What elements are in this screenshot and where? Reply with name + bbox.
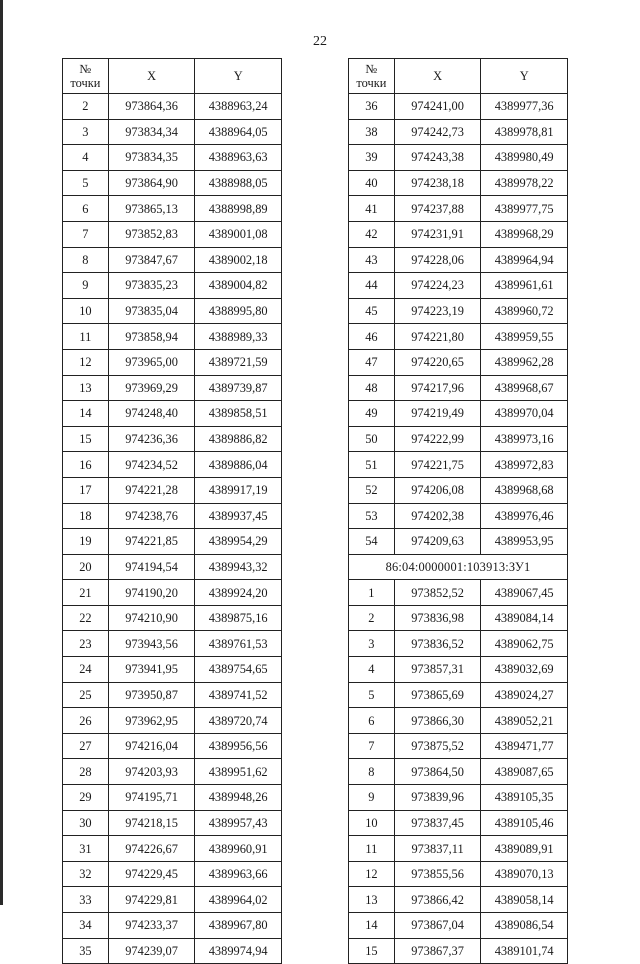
y-coordinate-cell: 4389978,81 [481, 119, 568, 145]
y-coordinate-cell: 4389937,45 [195, 503, 282, 529]
point-number-cell: 21 [63, 580, 109, 606]
x-coordinate-cell: 974218,15 [108, 810, 195, 836]
y-coordinate-cell: 4389721,59 [195, 349, 282, 375]
point-number-cell: 9 [349, 785, 395, 811]
table-row [349, 349, 568, 375]
table-row [63, 221, 282, 247]
x-coordinate-cell: 974238,18 [394, 170, 481, 196]
table-row [349, 836, 568, 862]
x-coordinate-cell: 974210,90 [108, 605, 195, 631]
table-row [63, 887, 282, 913]
table-row [349, 810, 568, 836]
point-number-cell: 46 [349, 324, 395, 350]
table-row [63, 503, 282, 529]
table-row [63, 170, 282, 196]
x-coordinate-cell: 973837,45 [394, 810, 481, 836]
y-coordinate-cell: 4388963,63 [195, 145, 282, 171]
point-number-cell: 18 [63, 503, 109, 529]
x-coordinate-cell: 974206,08 [394, 477, 481, 503]
point-number-cell: 22 [63, 605, 109, 631]
y-coordinate-cell: 4389739,87 [195, 375, 282, 401]
point-number-cell: 47 [349, 349, 395, 375]
table-row [349, 733, 568, 759]
point-number-cell: 6 [349, 708, 395, 734]
x-coordinate-cell: 973867,04 [394, 913, 481, 939]
y-coordinate-cell: 4389917,19 [195, 477, 282, 503]
x-coordinate-cell: 974223,19 [394, 298, 481, 324]
table-row [63, 452, 282, 478]
table-row [349, 170, 568, 196]
table-row [63, 580, 282, 606]
x-coordinate-cell: 974221,80 [394, 324, 481, 350]
table-body-left [63, 94, 282, 964]
point-number-cell: 26 [63, 708, 109, 734]
cadastral-number-label: 86:04:0000001:103913:ЗУ1 [349, 554, 568, 580]
point-number-cell: 10 [349, 810, 395, 836]
y-coordinate-cell: 4389886,82 [195, 426, 282, 452]
point-number-cell: 13 [63, 375, 109, 401]
x-coordinate-cell: 974190,20 [108, 580, 195, 606]
y-coordinate-cell: 4389956,56 [195, 733, 282, 759]
point-number-cell: 20 [63, 554, 109, 580]
point-number-cell: 3 [349, 631, 395, 657]
table-row [349, 529, 568, 555]
point-number-cell: 28 [63, 759, 109, 785]
table-row [63, 605, 282, 631]
x-coordinate-cell: 974220,65 [394, 349, 481, 375]
x-coordinate-cell: 974216,04 [108, 733, 195, 759]
point-number-cell: 42 [349, 221, 395, 247]
y-coordinate-cell: 4388998,89 [195, 196, 282, 222]
table-row [63, 375, 282, 401]
y-coordinate-cell: 4389970,04 [481, 401, 568, 427]
coordinates-table-right [348, 58, 568, 964]
table-row [349, 938, 568, 964]
y-coordinate-cell: 4389954,29 [195, 529, 282, 555]
point-number-cell: 38 [349, 119, 395, 145]
point-number-cell: 36 [349, 94, 395, 120]
table-row [63, 785, 282, 811]
x-coordinate-cell: 974194,54 [108, 554, 195, 580]
y-coordinate-cell: 4388963,24 [195, 94, 282, 120]
y-coordinate-cell: 4389761,53 [195, 631, 282, 657]
x-coordinate-cell: 973858,94 [108, 324, 195, 350]
table-row [349, 605, 568, 631]
point-number-cell: 9 [63, 273, 109, 299]
point-number-cell: 19 [63, 529, 109, 555]
table-row [349, 426, 568, 452]
x-coordinate-cell: 974236,36 [108, 426, 195, 452]
y-coordinate-cell: 4389957,43 [195, 810, 282, 836]
point-number-cell: 33 [63, 887, 109, 913]
table-row [349, 452, 568, 478]
point-number-cell: 27 [63, 733, 109, 759]
x-coordinate-cell: 973835,04 [108, 298, 195, 324]
table-row [349, 145, 568, 171]
x-coordinate-cell: 974237,88 [394, 196, 481, 222]
point-number-cell: 50 [349, 426, 395, 452]
y-coordinate-cell: 4389960,72 [481, 298, 568, 324]
table-row [349, 94, 568, 120]
table-row [349, 503, 568, 529]
point-number-cell: 29 [63, 785, 109, 811]
x-coordinate-cell: 973839,96 [394, 785, 481, 811]
y-coordinate-cell: 4389964,02 [195, 887, 282, 913]
y-coordinate-cell: 4389968,67 [481, 375, 568, 401]
table-row [63, 657, 282, 683]
table-row [63, 682, 282, 708]
x-coordinate-cell: 973847,67 [108, 247, 195, 273]
x-coordinate-cell: 974242,73 [394, 119, 481, 145]
y-coordinate-cell: 4389977,36 [481, 94, 568, 120]
point-number-cell: 10 [63, 298, 109, 324]
table-body-right-first [349, 94, 568, 555]
point-number-cell: 35 [63, 938, 109, 964]
y-coordinate-cell: 4389973,16 [481, 426, 568, 452]
point-number-cell: 5 [63, 170, 109, 196]
y-coordinate-cell: 4389968,29 [481, 221, 568, 247]
y-coordinate-cell: 4389105,35 [481, 785, 568, 811]
point-number-cell: 53 [349, 503, 395, 529]
y-coordinate-cell: 4389961,61 [481, 273, 568, 299]
x-coordinate-cell: 973962,95 [108, 708, 195, 734]
y-coordinate-cell: 4389978,22 [481, 170, 568, 196]
point-number-cell: 34 [63, 913, 109, 939]
header-x: X [394, 59, 481, 94]
y-coordinate-cell: 4389959,55 [481, 324, 568, 350]
y-coordinate-cell: 4389002,18 [195, 247, 282, 273]
x-coordinate-cell: 974224,23 [394, 273, 481, 299]
y-coordinate-cell: 4389471,77 [481, 733, 568, 759]
y-coordinate-cell: 4389964,94 [481, 247, 568, 273]
point-number-cell: 5 [349, 682, 395, 708]
y-coordinate-cell: 4389001,08 [195, 221, 282, 247]
x-coordinate-cell: 974219,49 [394, 401, 481, 427]
x-coordinate-cell: 974229,45 [108, 861, 195, 887]
table-row [63, 401, 282, 427]
y-coordinate-cell: 4389968,68 [481, 477, 568, 503]
y-coordinate-cell: 4389943,32 [195, 554, 282, 580]
y-coordinate-cell: 4388989,33 [195, 324, 282, 350]
y-coordinate-cell: 4389024,27 [481, 682, 568, 708]
y-coordinate-cell: 4388964,05 [195, 119, 282, 145]
table-row [63, 913, 282, 939]
point-number-cell: 39 [349, 145, 395, 171]
y-coordinate-cell: 4389101,74 [481, 938, 568, 964]
x-coordinate-cell: 973857,31 [394, 657, 481, 683]
table-row [349, 861, 568, 887]
point-number-cell: 3 [63, 119, 109, 145]
y-coordinate-cell: 4389062,75 [481, 631, 568, 657]
point-number-cell: 15 [349, 938, 395, 964]
y-coordinate-cell: 4388995,80 [195, 298, 282, 324]
section-row-group [349, 554, 568, 580]
header-y: Y [195, 59, 282, 94]
point-number-cell: 14 [349, 913, 395, 939]
table-row [63, 247, 282, 273]
header-point-number: № точки [349, 59, 395, 94]
x-coordinate-cell: 974238,76 [108, 503, 195, 529]
y-coordinate-cell: 4389980,49 [481, 145, 568, 171]
header-point-number: № точки [63, 59, 109, 94]
point-number-cell: 40 [349, 170, 395, 196]
table-row [63, 298, 282, 324]
x-coordinate-cell: 973855,56 [394, 861, 481, 887]
table-row [349, 375, 568, 401]
point-number-cell: 24 [63, 657, 109, 683]
x-coordinate-cell: 973835,23 [108, 273, 195, 299]
point-number-cell: 30 [63, 810, 109, 836]
point-number-cell: 8 [63, 247, 109, 273]
point-number-cell: 41 [349, 196, 395, 222]
x-coordinate-cell: 974231,91 [394, 221, 481, 247]
table-row [63, 119, 282, 145]
x-coordinate-cell: 973834,35 [108, 145, 195, 171]
table-row [63, 759, 282, 785]
y-coordinate-cell: 4389720,74 [195, 708, 282, 734]
point-number-cell: 4 [349, 657, 395, 683]
y-coordinate-cell: 4389886,04 [195, 452, 282, 478]
header-y: Y [481, 59, 568, 94]
point-number-cell: 15 [63, 426, 109, 452]
x-coordinate-cell: 973865,69 [394, 682, 481, 708]
x-coordinate-cell: 973837,11 [394, 836, 481, 862]
x-coordinate-cell: 973969,29 [108, 375, 195, 401]
table-row [349, 887, 568, 913]
table-row [349, 913, 568, 939]
table-row [63, 196, 282, 222]
point-number-cell: 11 [349, 836, 395, 862]
x-coordinate-cell: 974203,93 [108, 759, 195, 785]
table-row [63, 733, 282, 759]
point-number-cell: 12 [63, 349, 109, 375]
x-coordinate-cell: 974229,81 [108, 887, 195, 913]
y-coordinate-cell: 4389972,83 [481, 452, 568, 478]
x-coordinate-cell: 974221,85 [108, 529, 195, 555]
point-number-cell: 16 [63, 452, 109, 478]
table-row [63, 94, 282, 120]
point-number-cell: 13 [349, 887, 395, 913]
point-number-cell: 7 [63, 221, 109, 247]
y-coordinate-cell: 4389084,14 [481, 605, 568, 631]
x-coordinate-cell: 973836,52 [394, 631, 481, 657]
table-row [63, 529, 282, 555]
y-coordinate-cell: 4389067,45 [481, 580, 568, 606]
point-number-cell: 31 [63, 836, 109, 862]
x-coordinate-cell: 974202,38 [394, 503, 481, 529]
y-coordinate-cell: 4389962,28 [481, 349, 568, 375]
point-number-cell: 4 [63, 145, 109, 171]
table-row [349, 247, 568, 273]
x-coordinate-cell: 973852,52 [394, 580, 481, 606]
y-coordinate-cell: 4388988,05 [195, 170, 282, 196]
x-coordinate-cell: 974226,67 [108, 836, 195, 862]
y-coordinate-cell: 4389105,46 [481, 810, 568, 836]
point-number-cell: 11 [63, 324, 109, 350]
page-edge-line [0, 0, 3, 905]
point-number-cell: 1 [349, 580, 395, 606]
point-number-cell: 43 [349, 247, 395, 273]
table-row [63, 477, 282, 503]
x-coordinate-cell: 973941,95 [108, 657, 195, 683]
y-coordinate-cell: 4389089,91 [481, 836, 568, 862]
x-coordinate-cell: 973950,87 [108, 682, 195, 708]
x-coordinate-cell: 973864,50 [394, 759, 481, 785]
table-row [63, 349, 282, 375]
y-coordinate-cell: 4389951,62 [195, 759, 282, 785]
table-row [349, 631, 568, 657]
point-number-cell: 2 [63, 94, 109, 120]
table-row [349, 196, 568, 222]
table-row [349, 324, 568, 350]
x-coordinate-cell: 974239,07 [108, 938, 195, 964]
table-header-row [349, 59, 568, 94]
y-coordinate-cell: 4389754,65 [195, 657, 282, 683]
point-number-cell: 44 [349, 273, 395, 299]
section-row [349, 554, 568, 580]
x-coordinate-cell: 974243,38 [394, 145, 481, 171]
table-row [63, 145, 282, 171]
table-row [349, 119, 568, 145]
y-coordinate-cell: 4389974,94 [195, 938, 282, 964]
x-coordinate-cell: 973965,00 [108, 349, 195, 375]
point-number-cell: 25 [63, 682, 109, 708]
table-row [63, 861, 282, 887]
y-coordinate-cell: 4389004,82 [195, 273, 282, 299]
y-coordinate-cell: 4389963,66 [195, 861, 282, 887]
y-coordinate-cell: 4389976,46 [481, 503, 568, 529]
table-row [349, 785, 568, 811]
table-body-right-second [349, 580, 568, 964]
point-number-cell: 2 [349, 605, 395, 631]
table-row [63, 938, 282, 964]
point-number-cell: 49 [349, 401, 395, 427]
table-row [349, 401, 568, 427]
x-coordinate-cell: 974221,75 [394, 452, 481, 478]
y-coordinate-cell: 4389058,14 [481, 887, 568, 913]
y-coordinate-cell: 4389977,75 [481, 196, 568, 222]
x-coordinate-cell: 973852,83 [108, 221, 195, 247]
y-coordinate-cell: 4389967,80 [195, 913, 282, 939]
table-row [349, 580, 568, 606]
x-coordinate-cell: 974222,99 [394, 426, 481, 452]
table-row [349, 477, 568, 503]
y-coordinate-cell: 4389948,26 [195, 785, 282, 811]
y-coordinate-cell: 4389052,21 [481, 708, 568, 734]
y-coordinate-cell: 4389924,20 [195, 580, 282, 606]
table-row [349, 221, 568, 247]
table-row [63, 554, 282, 580]
x-coordinate-cell: 973864,36 [108, 94, 195, 120]
x-coordinate-cell: 974195,71 [108, 785, 195, 811]
point-number-cell: 48 [349, 375, 395, 401]
table-row [63, 810, 282, 836]
x-coordinate-cell: 974234,52 [108, 452, 195, 478]
table-row [63, 426, 282, 452]
x-coordinate-cell: 974221,28 [108, 477, 195, 503]
x-coordinate-cell: 974233,37 [108, 913, 195, 939]
x-coordinate-cell: 973836,98 [394, 605, 481, 631]
y-coordinate-cell: 4389032,69 [481, 657, 568, 683]
x-coordinate-cell: 974248,40 [108, 401, 195, 427]
point-number-cell: 14 [63, 401, 109, 427]
point-number-cell: 52 [349, 477, 395, 503]
y-coordinate-cell: 4389087,65 [481, 759, 568, 785]
table-row [349, 708, 568, 734]
table-row [349, 657, 568, 683]
point-number-cell: 17 [63, 477, 109, 503]
table-row [63, 273, 282, 299]
table-row [349, 298, 568, 324]
x-coordinate-cell: 973943,56 [108, 631, 195, 657]
header-x: X [108, 59, 195, 94]
x-coordinate-cell: 973864,90 [108, 170, 195, 196]
y-coordinate-cell: 4389741,52 [195, 682, 282, 708]
x-coordinate-cell: 974217,96 [394, 375, 481, 401]
table-row [63, 708, 282, 734]
table-row [349, 682, 568, 708]
table-row [63, 324, 282, 350]
point-number-cell: 12 [349, 861, 395, 887]
table-row [63, 836, 282, 862]
y-coordinate-cell: 4389953,95 [481, 529, 568, 555]
table-row [63, 631, 282, 657]
x-coordinate-cell: 973865,13 [108, 196, 195, 222]
point-number-cell: 23 [63, 631, 109, 657]
y-coordinate-cell: 4389086,54 [481, 913, 568, 939]
table-header-row [63, 59, 282, 94]
coordinates-table-left [62, 58, 282, 964]
x-coordinate-cell: 974228,06 [394, 247, 481, 273]
table-row [349, 759, 568, 785]
point-number-cell: 8 [349, 759, 395, 785]
x-coordinate-cell: 973866,30 [394, 708, 481, 734]
x-coordinate-cell: 973834,34 [108, 119, 195, 145]
x-coordinate-cell: 973866,42 [394, 887, 481, 913]
x-coordinate-cell: 974241,00 [394, 94, 481, 120]
y-coordinate-cell: 4389960,91 [195, 836, 282, 862]
x-coordinate-cell: 973875,52 [394, 733, 481, 759]
y-coordinate-cell: 4389070,13 [481, 861, 568, 887]
x-coordinate-cell: 974209,63 [394, 529, 481, 555]
y-coordinate-cell: 4389858,51 [195, 401, 282, 427]
point-number-cell: 45 [349, 298, 395, 324]
x-coordinate-cell: 973867,37 [394, 938, 481, 964]
page-number: 22 [313, 34, 327, 49]
y-coordinate-cell: 4389875,16 [195, 605, 282, 631]
table-row [349, 273, 568, 299]
point-number-cell: 32 [63, 861, 109, 887]
point-number-cell: 6 [63, 196, 109, 222]
point-number-cell: 7 [349, 733, 395, 759]
point-number-cell: 54 [349, 529, 395, 555]
point-number-cell: 51 [349, 452, 395, 478]
